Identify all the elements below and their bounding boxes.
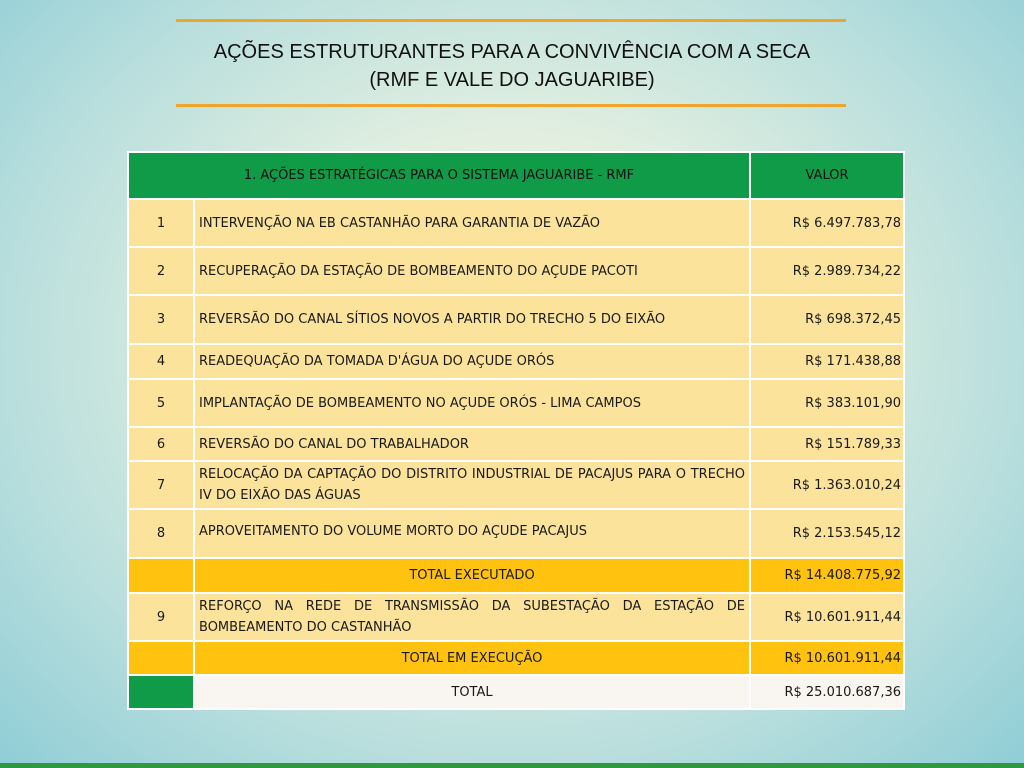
total-executed-row: [128, 558, 904, 593]
row-number: 8: [128, 509, 194, 558]
row-number: 2: [128, 247, 194, 295]
row-number: 6: [128, 427, 194, 461]
table-row: [128, 295, 904, 344]
row-description: REVERSÃO DO CANAL DO TRABALHADOR: [194, 427, 750, 461]
row-value: R$ 10.601.911,44: [750, 593, 904, 641]
table-row: [128, 199, 904, 247]
total-executed-blank: [128, 558, 194, 593]
row-number: 3: [128, 295, 194, 344]
row-description: APROVEITAMENTO DO VOLUME MORTO DO AÇUDE PACAJUS: [194, 509, 750, 558]
row-description: REVERSÃO DO CANAL SÍTIOS NOVOS A PARTIR DO TRECHO 5 DO EIXÃO: [194, 295, 750, 344]
row-value: R$ 2.153.545,12: [750, 509, 904, 558]
title-bottom-rule: [176, 104, 846, 107]
title-line-2: (RMF E VALE DO JAGUARIBE): [369, 69, 655, 91]
table-row: [128, 427, 904, 461]
row-value: R$ 6.497.783,78: [750, 199, 904, 247]
title-line-1: AÇÕES ESTRUTURANTES PARA A CONVIVÊNCIA COM A SECA: [213, 41, 811, 63]
grand-total-row: [128, 675, 904, 709]
row-description: READEQUAÇÃO DA TOMADA D'ÁGUA DO AÇUDE ORÓS: [194, 344, 750, 379]
total-executed-value: R$ 14.408.775,92: [750, 558, 904, 593]
row-number: 1: [128, 199, 194, 247]
grand-total-label: TOTAL: [194, 675, 750, 709]
table-row: [128, 247, 904, 295]
row-description: REFORÇO NA REDE DE TRANSMISSÃO DA SUBESTAÇÃO DA ESTAÇÃO DE BOMBEAMENTO DO CASTANHÃO: [194, 593, 750, 641]
page-title: [100, 38, 924, 94]
grand-total-blank: [128, 675, 194, 709]
grand-total-value: R$ 25.010.687,36: [750, 675, 904, 709]
row-number: 7: [128, 461, 194, 509]
row-value: R$ 1.363.010,24: [750, 461, 904, 509]
table-row: [128, 461, 904, 509]
row-number: 4: [128, 344, 194, 379]
row-description: INTERVENÇÃO NA EB CASTANHÃO PARA GARANTIA DE VAZÃO: [194, 199, 750, 247]
footer-bar: [0, 763, 1024, 768]
header-value: VALOR: [750, 152, 904, 199]
row-number: 9: [128, 593, 194, 641]
total-executed-label: TOTAL EXECUTADO: [194, 558, 750, 593]
title-top-rule: [176, 19, 846, 22]
table-row: [128, 593, 904, 641]
row-description: IMPLANTAÇÃO DE BOMBEAMENTO NO AÇUDE ORÓS - LIMA CAMPOS: [194, 379, 750, 427]
row-value: R$ 2.989.734,22: [750, 247, 904, 295]
row-value: R$ 698.372,45: [750, 295, 904, 344]
total-in-execution-label: TOTAL EM EXECUÇÃO: [194, 641, 750, 675]
row-number: 5: [128, 379, 194, 427]
row-description: RECUPERAÇÃO DA ESTAÇÃO DE BOMBEAMENTO DO AÇUDE PACOTI: [194, 247, 750, 295]
row-value: R$ 151.789,33: [750, 427, 904, 461]
table-row: [128, 379, 904, 427]
total-in-execution-blank: [128, 641, 194, 675]
total-in-execution-row: [128, 641, 904, 675]
table-row: [128, 509, 904, 558]
total-in-execution-value: R$ 10.601.911,44: [750, 641, 904, 675]
row-description: RELOCAÇÃO DA CAPTAÇÃO DO DISTRITO INDUSTRIAL DE PACAJUS PARA O TRECHO IV DO EIXÃO DAS ÁGUAS: [194, 461, 750, 509]
header-description: 1. AÇÕES ESTRATÉGICAS PARA O SISTEMA JAGUARIBE - RMF: [128, 152, 750, 199]
actions-table: [127, 151, 905, 710]
table-header-row: [128, 152, 904, 199]
row-value: R$ 171.438,88: [750, 344, 904, 379]
row-value: R$ 383.101,90: [750, 379, 904, 427]
table-row: [128, 344, 904, 379]
